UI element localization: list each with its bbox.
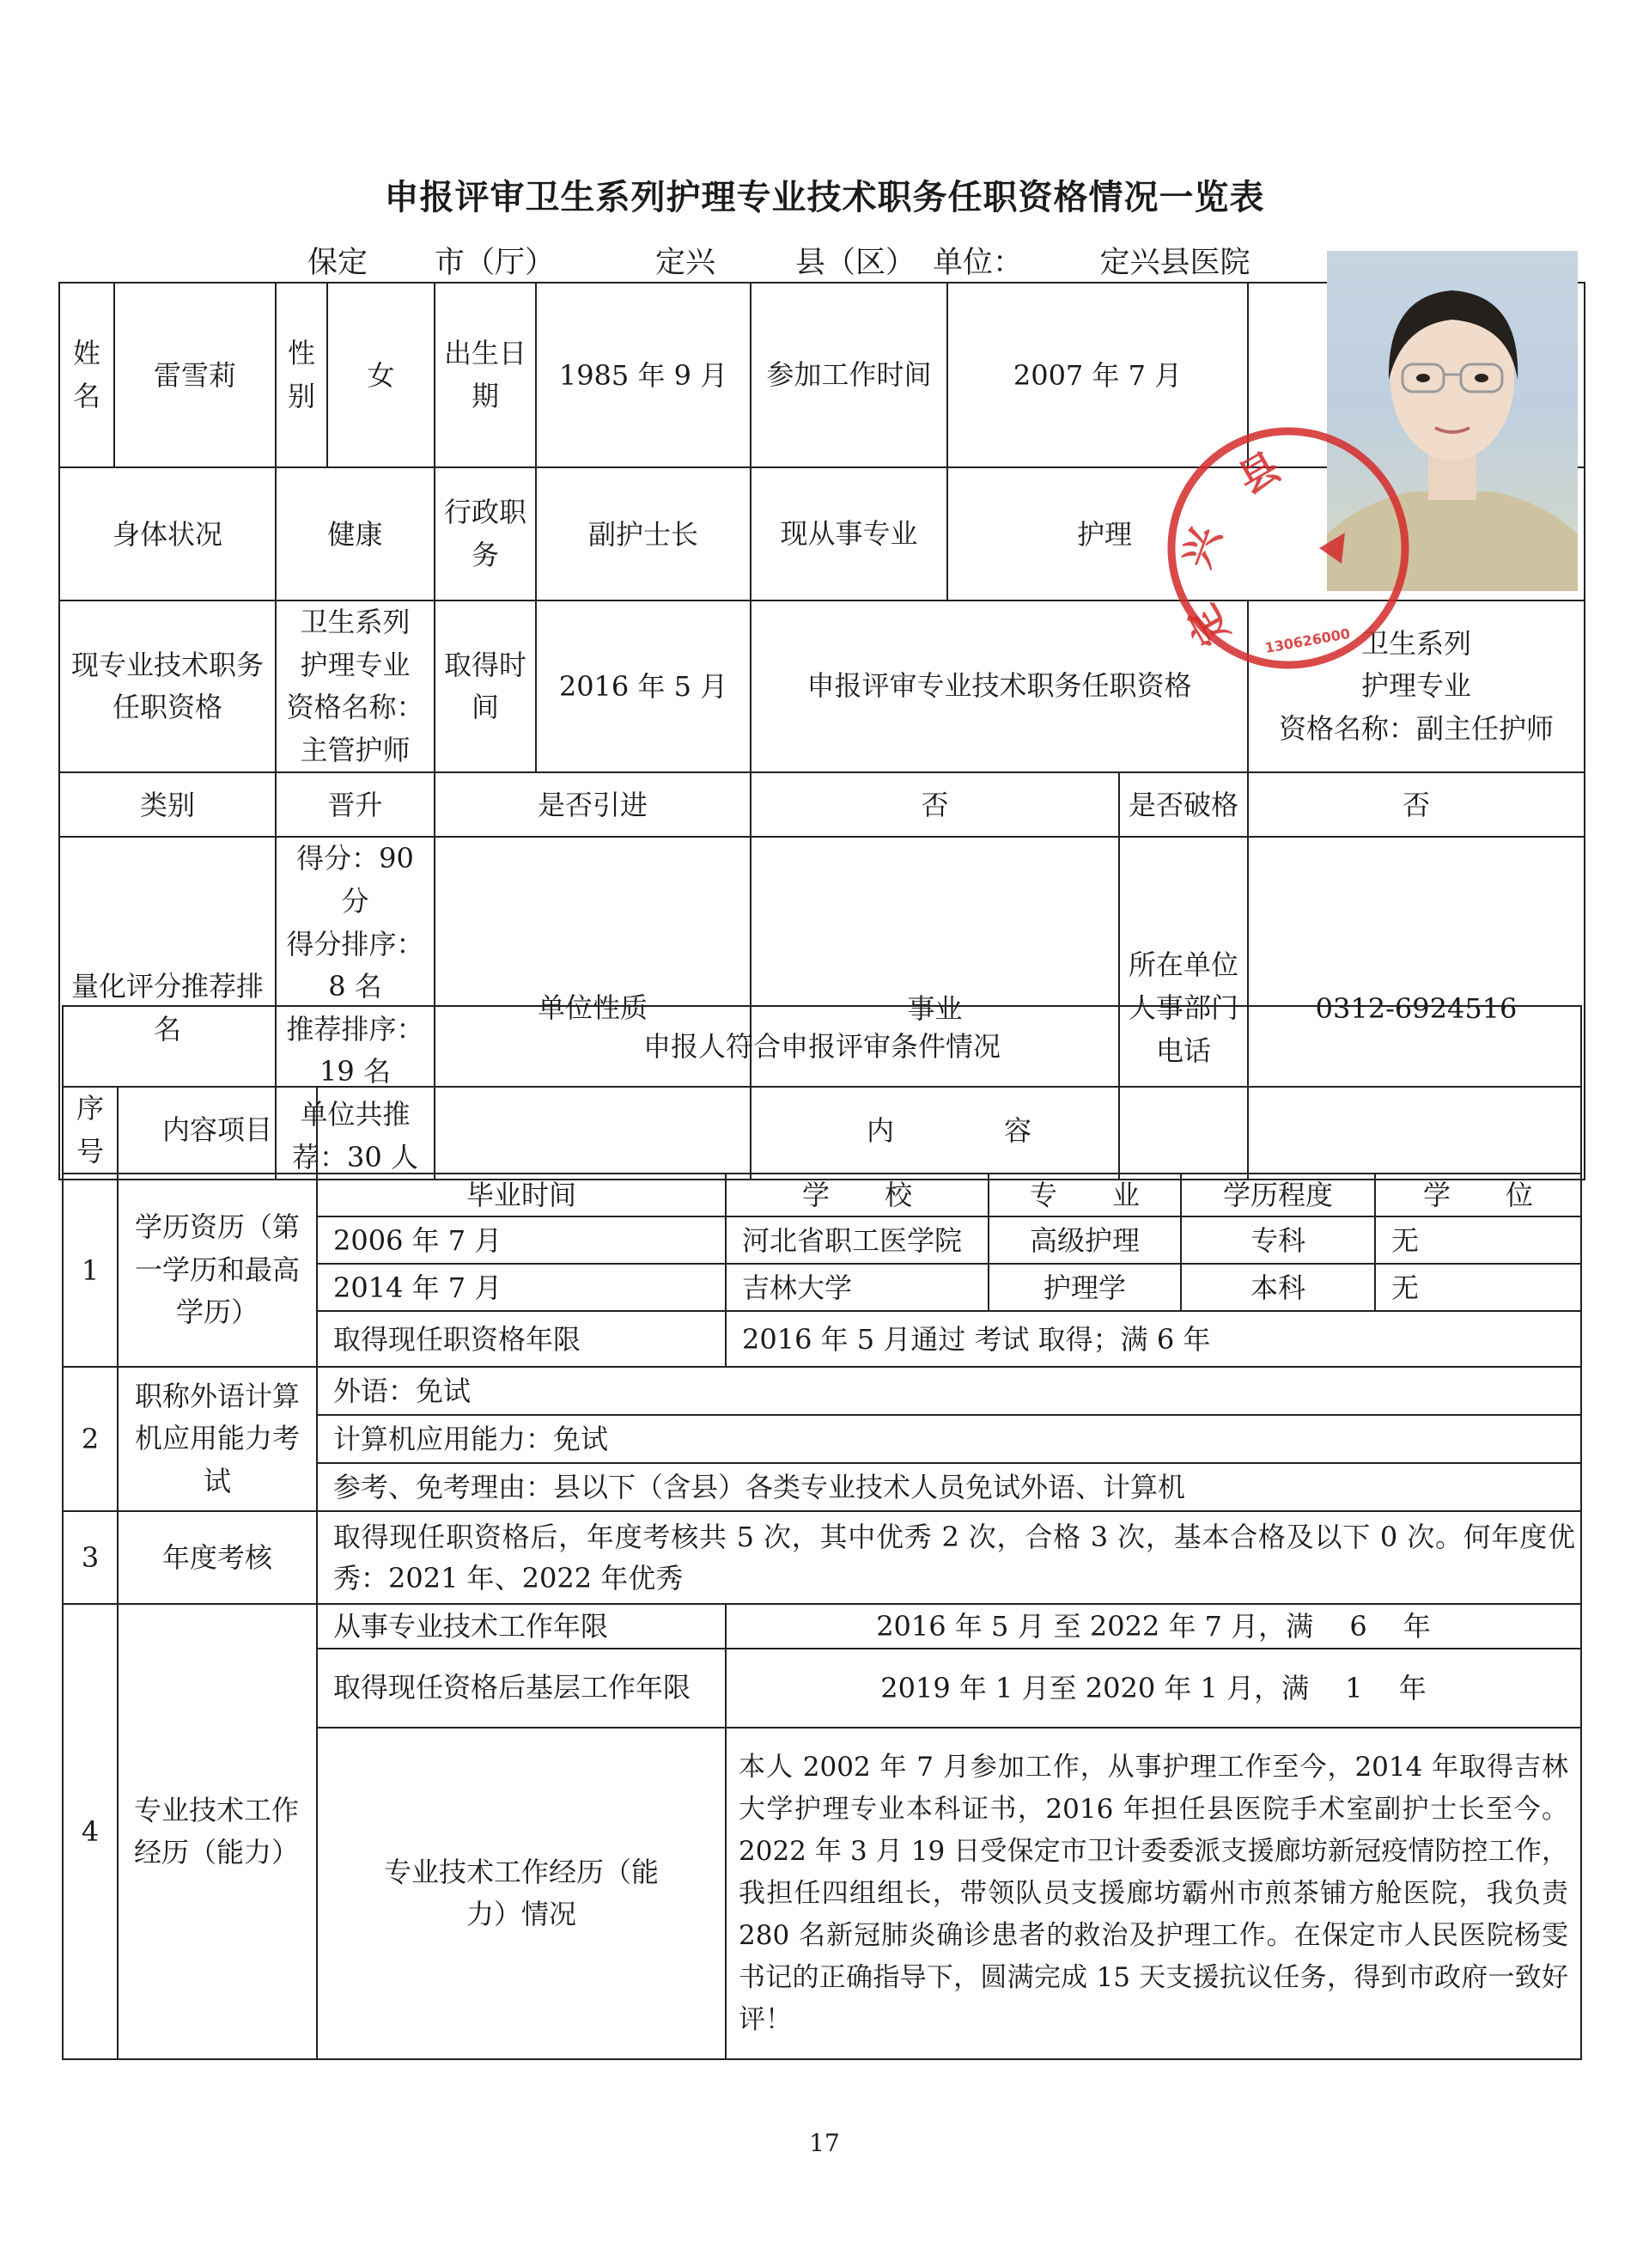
edu-row-1-school: 河北省职工医学院 bbox=[726, 1216, 989, 1264]
admin-post-value: 副护士长 bbox=[536, 467, 751, 601]
edu-row-2-time: 2014 年 7 月 bbox=[317, 1264, 726, 1311]
work-label: 专业技术工作经历（能力） bbox=[118, 1604, 317, 2059]
exception-value: 否 bbox=[1248, 772, 1585, 837]
current-major-label: 现从事专业 bbox=[751, 467, 947, 601]
svg-text:兴: 兴 bbox=[1172, 521, 1231, 574]
category-value: 晋升 bbox=[276, 772, 435, 837]
svg-text:县: 县 bbox=[1230, 442, 1288, 503]
unit-nature-label: 单位性质 bbox=[435, 837, 751, 1180]
annual-label: 年度考核 bbox=[118, 1511, 317, 1604]
score-line: 单位共推荐：30 人 bbox=[292, 1097, 418, 1174]
health-label: 身体状况 bbox=[59, 467, 276, 601]
work-start-value: 2007 年 7 月 bbox=[947, 283, 1248, 467]
score-label: 量化评分推荐排名 bbox=[59, 837, 276, 1180]
current-qualification-line: 卫生系列 bbox=[300, 606, 411, 638]
obtained-value: 2016 年 5 月 bbox=[536, 601, 751, 772]
exemption-reason: 参考、免考理由：县以下（含县）各类专业技术人员免试外语、计算机 bbox=[317, 1463, 1581, 1511]
unit-label: 单位： bbox=[933, 246, 1024, 280]
edu-header-time: 毕业时间 bbox=[317, 1174, 726, 1216]
unit-value: 定兴县医院 bbox=[1037, 239, 1312, 284]
introduced-label: 是否引进 bbox=[435, 772, 751, 837]
work-years-label: 从事专业技术工作年限 bbox=[317, 1604, 726, 1649]
gender-value: 女 bbox=[327, 283, 435, 467]
unit-nature-value: 事业 bbox=[751, 837, 1119, 1180]
edu-row-1-degree: 无 bbox=[1375, 1216, 1581, 1264]
seq-header: 序号 bbox=[63, 1087, 118, 1174]
introduced-value: 否 bbox=[751, 772, 1119, 837]
annual-value: 取得现任职资格后，年度考核共 5 次，其中优秀 2 次，合格 3 次，基本合格及以下 0 次。何年度优秀：2021 年、2022 年优秀 bbox=[317, 1511, 1581, 1604]
obtained-label: 取得时间 bbox=[435, 601, 536, 772]
city-value: 保定 bbox=[247, 239, 428, 284]
experience-label: 专业技术工作经历（能力）情况 bbox=[317, 1728, 726, 2059]
edu-header-school: 学 校 bbox=[726, 1174, 989, 1216]
exam-label: 职称外语计算机应用能力考试 bbox=[118, 1367, 317, 1511]
current-qualification-value bbox=[276, 601, 435, 772]
score-line: 推荐排序：19 名 bbox=[286, 1012, 424, 1088]
content-header: 内 容 bbox=[317, 1087, 1581, 1174]
svg-text:定: 定 bbox=[1177, 596, 1238, 655]
admin-post-label: 行政职务 bbox=[435, 467, 536, 601]
edu-row-1-major: 高级护理 bbox=[989, 1216, 1181, 1264]
grassroots-value: 2019 年 1 月至 2020 年 1 月，满 1 年 bbox=[726, 1649, 1581, 1728]
current-qualification-line: 资格名称：主管护师 bbox=[286, 691, 424, 766]
edu-row-2-major: 护理学 bbox=[989, 1264, 1181, 1311]
header-line bbox=[247, 239, 1312, 282]
foreign-language-value: 外语：免试 bbox=[317, 1367, 1581, 1415]
birth-label: 出生日期 bbox=[435, 283, 536, 467]
grassroots-label: 取得现任资格后基层工作年限 bbox=[317, 1649, 726, 1728]
svg-text:130626000: 130626000 bbox=[1263, 625, 1352, 656]
apply-qualification-line: 资格名称：副主任护师 bbox=[1279, 711, 1555, 745]
work-start-label: 参加工作时间 bbox=[751, 283, 947, 467]
edu-row-2-level: 本科 bbox=[1181, 1264, 1375, 1311]
phone-value: 0312-6924516 bbox=[1248, 837, 1585, 1180]
edu-header-major: 专 业 bbox=[989, 1174, 1181, 1216]
health-value: 健康 bbox=[276, 467, 435, 601]
current-qualification-label: 现专业技术职务任职资格 bbox=[59, 601, 276, 772]
edu-row-2-school: 吉林大学 bbox=[726, 1264, 989, 1311]
current-major-value: 护理 bbox=[947, 467, 1585, 601]
item-header: 内容项目 bbox=[118, 1087, 317, 1174]
edu-header-degree: 学 位 bbox=[1375, 1174, 1581, 1216]
name-label: 姓名 bbox=[59, 283, 114, 467]
current-qualification-line: 护理专业 bbox=[300, 648, 411, 681]
birth-value: 1985 年 9 月 bbox=[536, 283, 751, 467]
gender-label: 性别 bbox=[276, 283, 327, 467]
work-years-value: 2016 年 5 月 至 2022 年 7 月，满 6 年 bbox=[726, 1604, 1581, 1649]
score-line: 得分：90 分 bbox=[296, 842, 414, 918]
category-label: 类别 bbox=[59, 772, 276, 837]
exception-label: 是否破格 bbox=[1119, 772, 1248, 837]
qualification-years-value: 2016 年 5 月通过 考试 取得；满 6 年 bbox=[726, 1311, 1581, 1367]
county-value: 定兴 bbox=[582, 239, 788, 284]
edu-row-2-degree: 无 bbox=[1375, 1264, 1581, 1311]
qualification-years-label: 取得现任职资格年限 bbox=[317, 1311, 726, 1367]
official-seal bbox=[1159, 419, 1417, 677]
county-suffix: 县（区） bbox=[795, 246, 916, 280]
seq-3: 3 bbox=[63, 1511, 118, 1604]
score-line: 得分排序：8 名 bbox=[286, 927, 424, 1003]
seq-2: 2 bbox=[63, 1367, 118, 1511]
experience-value: 本人 2002 年 7 月参加工作，从事护理工作至今，2014 年取得吉林大学护理专业本科证书，2016 年担任县医院手术室副护士长至今。2022 年 3 月 19 日受保定市卫计委委派支援廊坊新冠疫情防控工作，我担任四组组长，带领队员支援廊坊霸州市煎茶铺方舱医院，我负责 280 名新冠肺炎确诊患者的救治及护理工作。在保定市人民医院杨雯书记的正确指导下，圆满完成 15 天支援抗议任务，得到市政府一致好评！ bbox=[726, 1728, 1581, 2059]
apply-qualification-label: 申报评审专业技术职务任职资格 bbox=[751, 601, 1248, 772]
edu-header-level: 学历程度 bbox=[1181, 1174, 1375, 1216]
page-number: 17 bbox=[809, 2129, 840, 2157]
computer-value: 计算机应用能力：免试 bbox=[317, 1415, 1581, 1463]
edu-row-1-level: 专科 bbox=[1181, 1216, 1375, 1264]
seq-1: 1 bbox=[63, 1174, 118, 1367]
apply-qualification-line: 护理专业 bbox=[1361, 669, 1472, 703]
apply-qualification-line: 卫生系列 bbox=[1361, 626, 1472, 660]
conditions-table bbox=[62, 1005, 1582, 2060]
edu-row-1-time: 2006 年 7 月 bbox=[317, 1216, 726, 1264]
city-suffix: 市（厅） bbox=[435, 246, 556, 280]
conditions-section-title: 申报人符合申报评审条件情况 bbox=[63, 1006, 1581, 1087]
name-value: 雷雪莉 bbox=[114, 283, 276, 467]
education-label: 学历资历（第一学历和最高学历） bbox=[118, 1174, 317, 1367]
seq-4: 4 bbox=[63, 1604, 118, 2059]
phone-label: 所在单位人事部门电话 bbox=[1119, 837, 1248, 1180]
page-title: 申报评审卫生系列护理专业技术职务任职资格情况一览表 bbox=[384, 178, 1265, 217]
